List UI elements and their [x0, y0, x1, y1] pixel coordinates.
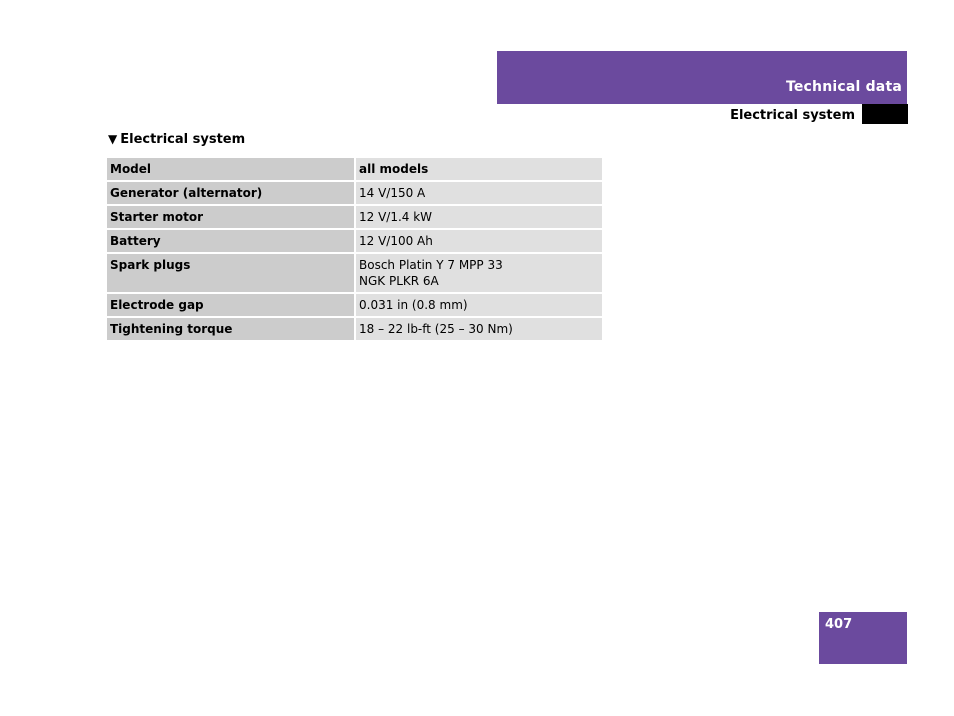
- row-value: [355, 293, 602, 317]
- row-label: Battery: [107, 229, 355, 253]
- row-value: [355, 229, 602, 253]
- table-row: [107, 317, 602, 341]
- section-heading: [108, 132, 245, 147]
- value-line: 14 V/150 A: [359, 186, 426, 200]
- section-tab-marker: [862, 104, 908, 124]
- table-row: [107, 229, 602, 253]
- row-value: [355, 205, 602, 229]
- chapter-title: Technical data: [785, 79, 902, 95]
- table-header-cell: Model: [107, 158, 355, 181]
- value-line: 0.031 in (0.8 mm): [359, 298, 468, 312]
- row-value: [355, 253, 602, 293]
- section-title: Electrical system: [730, 108, 855, 123]
- row-label: Tightening torque: [107, 317, 355, 341]
- page-number: 407: [825, 617, 853, 632]
- table-header-cell: all models: [355, 158, 602, 181]
- row-label: Electrode gap: [107, 293, 355, 317]
- spec-table: [107, 158, 602, 342]
- table-row: [107, 293, 602, 317]
- triangle-down-icon: ▼: [108, 132, 118, 146]
- value-line: 12 V/1.4 kW: [359, 210, 433, 224]
- row-label: Generator (alternator): [107, 181, 355, 205]
- row-label: Starter motor: [107, 205, 355, 229]
- table-row: [107, 205, 602, 229]
- table-row: [107, 181, 602, 205]
- value-line: 12 V/100 Ah: [359, 234, 433, 248]
- value-line: Bosch Platin Y 7 MPP 33: [359, 258, 503, 272]
- table-row: [107, 253, 602, 293]
- row-value: [355, 181, 602, 205]
- section-heading-text: Electrical system: [120, 132, 246, 147]
- header-band: [497, 51, 907, 104]
- page-number-box: [819, 612, 907, 664]
- table-header-row: [107, 158, 602, 181]
- value-line: NGK PLKR 6A: [359, 274, 439, 288]
- row-value: [355, 317, 602, 341]
- row-label: Spark plugs: [107, 253, 355, 293]
- value-line: 18 – 22 lb-ft (25 – 30 Nm): [359, 322, 513, 336]
